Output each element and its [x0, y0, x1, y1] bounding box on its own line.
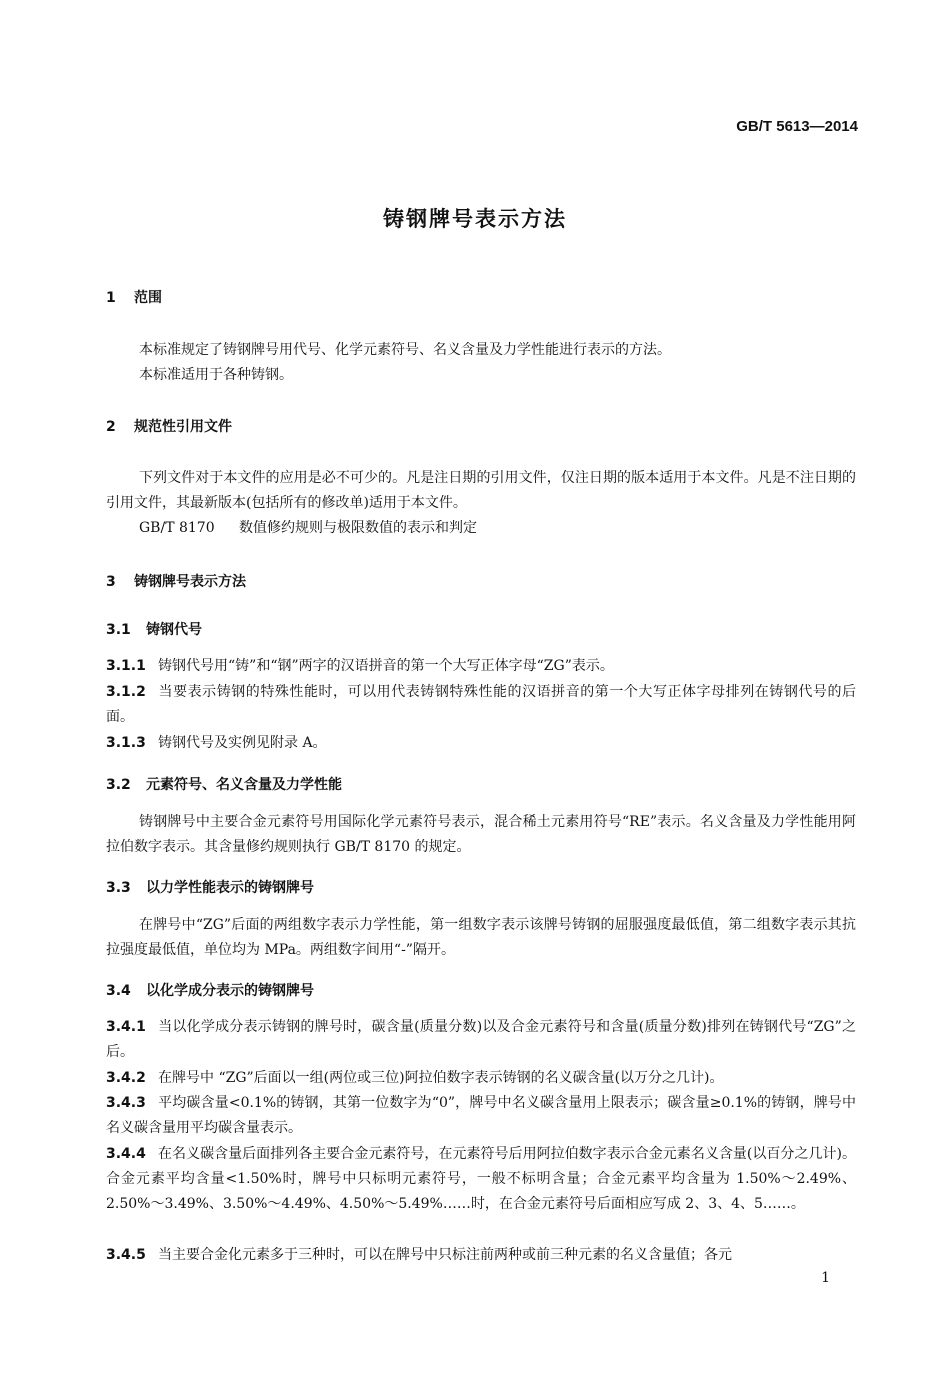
clause-3-1-2 — [106, 680, 856, 730]
normative-reference — [139, 517, 477, 537]
section-3-3-heading — [106, 877, 314, 897]
clause-text: 在名义碳含量后面排列各主要合金元素符号，在元素符号后用阿拉伯数字表示合金元素名义含量(以百分之几计)。合金元素平均含量<1.50%时，牌号中只标明元素符号，一般不标明含量；合金元素平均含量为 1.50%～2.49%、2.50%～3.49%、3.50%～4.49%、4.50%～5.49%……时，在合金元素符号后面相应写成 2、3、4、5……。 — [106, 1146, 856, 1212]
section-1-heading — [106, 287, 162, 307]
clause-text: 铸钢代号用“铸”和“钢”两字的汉语拼音的第一个大写正体字母“ZG”表示。 — [158, 658, 614, 674]
clause-3-1-3 — [106, 731, 856, 756]
section-number: 3.4 — [106, 983, 131, 999]
reference-title: 数值修约规则与极限数值的表示和判定 — [239, 520, 477, 536]
clause-number: 3.4.2 — [106, 1070, 146, 1086]
section-3-4-heading — [106, 980, 314, 1000]
clause-3-4-5 — [106, 1243, 856, 1268]
page-number: 1 — [821, 1270, 830, 1286]
clause-text: 当主要合金化元素多于三种时，可以在牌号中只标注前两种或前三种元素的名义含量值；各元 — [158, 1247, 732, 1263]
section-3-3-paragraph: 在牌号中“ZG”后面的两组数字表示力学性能，第一组数字表示该牌号铸钢的屈服强度最低值，第二组数字表示其抗拉强度最低值，单位均为 MPa。两组数字间用“-”隔开。 — [106, 917, 856, 958]
section-number: 3.3 — [106, 880, 131, 896]
clause-3-4-3 — [106, 1091, 856, 1141]
clause-text: 当以化学成分表示铸钢的牌号时，碳含量(质量分数)以及合金元素符号和含量(质量分数)排列在铸钢代号“ZG”之后。 — [106, 1019, 856, 1060]
section-title: 铸钢牌号表示方法 — [134, 574, 246, 590]
clause-3-4-1 — [106, 1015, 856, 1065]
section-number: 3.2 — [106, 777, 131, 793]
clause-number: 3.1.2 — [106, 684, 146, 700]
section-1-paragraph-2: 本标准适用于各种铸钢。 — [139, 367, 293, 383]
section-title: 规范性引用文件 — [134, 419, 232, 435]
clause-number: 3.4.1 — [106, 1019, 146, 1035]
section-3-1-heading — [106, 619, 202, 639]
section-3-2-paragraph: 铸钢牌号中主要合金元素符号用国际化学元素符号表示，混合稀土元素用符号“RE”表示。名义含量及力学性能用阿拉伯数字表示。其含量修约规则执行 GB/T 8170 的规定。 — [106, 814, 856, 855]
section-title: 以力学性能表示的铸钢牌号 — [146, 880, 314, 896]
clause-text: 铸钢代号及实例见附录 A。 — [158, 735, 327, 751]
section-title: 以化学成分表示的铸钢牌号 — [146, 983, 314, 999]
clause-number: 3.1.3 — [106, 735, 146, 751]
clause-number: 3.1.1 — [106, 658, 146, 674]
section-title: 铸钢代号 — [146, 622, 202, 638]
section-2-heading — [106, 416, 232, 436]
document-title: 铸钢牌号表示方法 — [383, 207, 567, 231]
clause-number: 3.4.4 — [106, 1146, 146, 1162]
section-number: 3 — [106, 574, 116, 590]
section-3-heading — [106, 571, 246, 591]
clause-3-1-1 — [106, 654, 856, 679]
clause-3-4-2 — [106, 1066, 856, 1091]
clause-number: 3.4.5 — [106, 1247, 146, 1263]
clause-text: 在牌号中 “ZG”后面以一组(两位或三位)阿拉伯数字表示铸钢的名义碳含量(以万分之几计)。 — [158, 1070, 724, 1086]
clause-3-4-4 — [106, 1142, 856, 1217]
standard-number: GB/T 5613—2014 — [736, 118, 858, 135]
section-1-paragraph-1: 本标准规定了铸钢牌号用代号、化学元素符号、名义含量及力学性能进行表示的方法。 — [139, 342, 671, 358]
section-2-paragraph: 下列文件对于本文件的应用是必不可少的。凡是注日期的引用文件，仅注日期的版本适用于本文件。凡是不注日期的引用文件，其最新版本(包括所有的修改单)适用于本文件。 — [106, 470, 856, 511]
section-number: 1 — [106, 290, 116, 306]
clause-text: 当要表示铸钢的特殊性能时，可以用代表铸钢特殊性能的汉语拼音的第一个大写正体字母排列在铸钢代号的后面。 — [106, 684, 856, 725]
section-title: 范围 — [134, 290, 162, 306]
clause-text: 平均碳含量<0.1%的铸钢，其第一位数字为“0”，牌号中名义碳含量用上限表示；碳含量≥0.1%的铸钢，牌号中名义碳含量用平均碳含量表示。 — [106, 1095, 856, 1136]
clause-number: 3.4.3 — [106, 1095, 146, 1111]
section-3-2-heading — [106, 774, 342, 794]
section-number: 3.1 — [106, 622, 131, 638]
section-title: 元素符号、名义含量及力学性能 — [146, 777, 342, 793]
reference-code: GB/T 8170 — [139, 520, 215, 536]
section-number: 2 — [106, 419, 116, 435]
